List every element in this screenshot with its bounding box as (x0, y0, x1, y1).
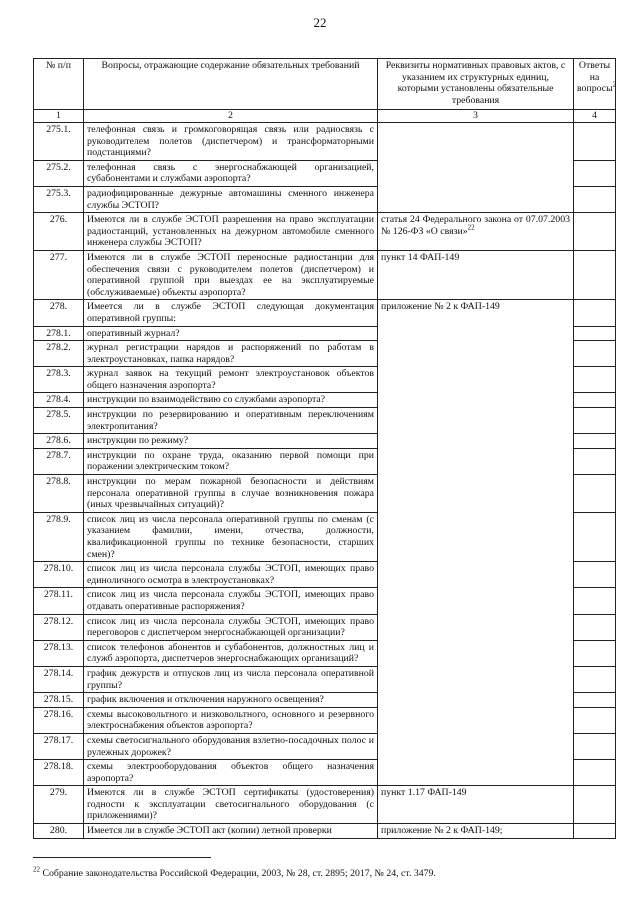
answer-cell[interactable] (574, 760, 616, 786)
row-question: Имеется ли в службе ЭСТОП акт (копии) летной проверки (84, 824, 378, 839)
row-question: график дежурств и отпусков лиц из числа персонала оперативной группы? (84, 666, 378, 692)
answer-cell[interactable] (574, 160, 616, 186)
row-number: 278.13. (34, 640, 84, 666)
requisites-text: статья 24 Федерального закона от 07.07.2003 № 126-ФЗ «О связи» (381, 214, 570, 237)
table-row (34, 123, 616, 161)
footnote-divider (33, 857, 211, 858)
row-number: 275.2. (34, 160, 84, 186)
answer-cell[interactable] (574, 640, 616, 666)
row-number: 275.3. (34, 186, 84, 212)
row-question: инструкции по взаимодействию со службами аэропорта? (84, 393, 378, 408)
row-question: список лиц из числа персонала службы ЭСТОП, имеющих право отдавать оперативные распоряжения? (84, 588, 378, 614)
header-questions: Вопросы, отражающие содержание обязательных требований (84, 59, 378, 110)
answer-cell[interactable] (574, 588, 616, 614)
header-answers-text: Ответы на вопросы (577, 60, 613, 95)
row-number: 278.3. (34, 367, 84, 393)
row-number: 278.6. (34, 434, 84, 449)
answer-cell[interactable] (574, 250, 616, 299)
column-number: 3 (378, 110, 574, 123)
row-number: 279. (34, 786, 84, 824)
answer-cell[interactable] (574, 475, 616, 513)
page-number: 22 (313, 15, 327, 30)
table-row (34, 824, 616, 839)
row-requisites: приложение № 2 к ФАП-149 (378, 300, 574, 786)
row-number: 278.9. (34, 512, 84, 561)
row-question: схемы высоковольтного и низковольтного, основного и резервного электроснабжения объектов аэропорта? (84, 707, 378, 733)
footnote (33, 865, 436, 879)
header-answers (574, 59, 616, 110)
row-requisites (378, 123, 574, 213)
column-number: 2 (84, 110, 378, 123)
table-row (34, 213, 616, 251)
answer-cell[interactable] (574, 186, 616, 212)
header-answers-footnote-mark: 2 (612, 80, 617, 89)
row-number: 278.5. (34, 408, 84, 434)
row-number: 278.7. (34, 448, 84, 474)
row-question: список лиц из числа персонала службы ЭСТОП, имеющих право единоличного осмотра в электроустановках? (84, 562, 378, 588)
footnote-reference: 22 (467, 223, 475, 232)
row-number: 278. (34, 300, 84, 326)
table-row (34, 250, 616, 299)
column-number: 1 (34, 110, 84, 123)
row-number: 278.12. (34, 614, 84, 640)
row-number: 278.4. (34, 393, 84, 408)
answer-cell[interactable] (574, 693, 616, 708)
table-row (34, 786, 616, 824)
row-number: 278.17. (34, 733, 84, 759)
row-number: 278.2. (34, 341, 84, 367)
row-question: инструкции по мерам пожарной безопасности и действиям персонала оперативной группы в случае возникновения пожара (иных чрезвычайных ситуаций)? (84, 475, 378, 513)
row-question: график включения и отключения наружного освещения? (84, 693, 378, 708)
row-question: схемы светосигнального оборудования взлетно-посадочных полос и рулежных дорожек? (84, 733, 378, 759)
header-requisites: Реквизиты нормативных правовых актов, с указанием их структурных единиц, которыми установлены обязательные требования (378, 59, 574, 110)
answer-cell[interactable] (574, 562, 616, 588)
row-number: 278.15. (34, 693, 84, 708)
answer-cell[interactable] (574, 707, 616, 733)
footnote-text: Собрание законодательства Российской Федерации, 2003, № 28, ст. 2895; 2017, № 24, ст. 3479. (42, 868, 436, 879)
answer-cell[interactable] (574, 393, 616, 408)
column-number: 4 (574, 110, 616, 123)
row-question: Имеются ли в службе ЭСТОП сертификаты (удостоверения) годности к эксплуатации светосигнального оборудования (с приложениями)? (84, 786, 378, 824)
answer-cell[interactable] (574, 824, 616, 839)
row-question: Имеются ли в службе ЭСТОП переносные радиостанции для обеспечения связи с руководителем полетов (диспетчером) и оперативной группой при выездах ее на эксплуатируемые (обслуживаемые) объекты аэропорта? (84, 250, 378, 299)
row-question: инструкции по охране труда, оказанию первой помощи при поражении электрическим током? (84, 448, 378, 474)
row-question: список телефонов абонентов и субабонентов, должностных лиц и служб аэропорта, диспетчеров энергоснабжающих организаций? (84, 640, 378, 666)
row-number: 278.16. (34, 707, 84, 733)
requirements-table (33, 58, 616, 839)
footnote-mark: 22 (33, 865, 40, 874)
row-number: 278.11. (34, 588, 84, 614)
answer-cell[interactable] (574, 434, 616, 449)
row-question: инструкции по резервированию и оперативным переключениям электропитания? (84, 408, 378, 434)
header-num: № п/п (34, 59, 84, 110)
answer-cell[interactable] (574, 408, 616, 434)
row-question: оперативный журнал? (84, 326, 378, 341)
row-number: 278.8. (34, 475, 84, 513)
row-number: 277. (34, 250, 84, 299)
answer-cell[interactable] (574, 614, 616, 640)
answer-cell[interactable] (574, 786, 616, 824)
row-question: список лиц из числа персонала оперативной группы по сменам (с указанием фамилии, имени, отчества, должности, квалификационной группы по технике безопасности, старших смен)? (84, 512, 378, 561)
answer-cell[interactable] (574, 448, 616, 474)
answer-cell[interactable] (574, 666, 616, 692)
row-number: 278.1. (34, 326, 84, 341)
row-question: телефонная связь и громкоговорящая связь или радиосвязь с руководителем полетов (диспетчером) и трансформаторными подстанциями? (84, 123, 378, 161)
answer-cell[interactable] (574, 367, 616, 393)
row-number: 275.1. (34, 123, 84, 161)
row-requisites: приложение № 2 к ФАП-149; (378, 824, 574, 839)
row-question: телефонная связь с энергоснабжающей организацией, субабонентами и службами аэропорта? (84, 160, 378, 186)
answer-cell[interactable] (574, 512, 616, 561)
row-requisites (378, 213, 574, 251)
row-question: радиофицированные дежурные автомашины сменного инженера службы ЭСТОП? (84, 186, 378, 212)
row-question: Имеется ли в службе ЭСТОП следующая документация оперативной группы: (84, 300, 378, 326)
row-question: журнал заявок на текущий ремонт электроустановок объектов общего назначения аэропорта? (84, 367, 378, 393)
row-number: 280. (34, 824, 84, 839)
row-number: 278.10. (34, 562, 84, 588)
row-question: Имеются ли в службе ЭСТОП разрешения на право эксплуатации радиостанций, установленных на дежурном автомобиле сменного инженера службы ЭСТОП? (84, 213, 378, 251)
column-number-row (34, 110, 616, 123)
answer-cell[interactable] (574, 341, 616, 367)
table-header-row (34, 59, 616, 110)
row-question: список лиц из числа персонала службы ЭСТОП, имеющих право переговоров с диспетчером энергоснабжающей организации? (84, 614, 378, 640)
answer-cell[interactable] (574, 213, 616, 251)
table-row (34, 300, 616, 326)
row-question: схемы электрооборудования объектов общего назначения аэропорта? (84, 760, 378, 786)
row-question: журнал регистрации нарядов и распоряжений по работам в электроустановках, папка нарядов? (84, 341, 378, 367)
answer-cell[interactable] (574, 300, 616, 326)
row-number: 278.14. (34, 666, 84, 692)
row-requisites: пункт 1.17 ФАП-149 (378, 786, 574, 824)
row-question: инструкции по режиму? (84, 434, 378, 449)
answer-cell[interactable] (574, 733, 616, 759)
answer-cell[interactable] (574, 326, 616, 341)
row-number: 278.18. (34, 760, 84, 786)
row-requisites: пункт 14 ФАП-149 (378, 250, 574, 299)
row-number: 276. (34, 213, 84, 251)
answer-cell[interactable] (574, 123, 616, 161)
